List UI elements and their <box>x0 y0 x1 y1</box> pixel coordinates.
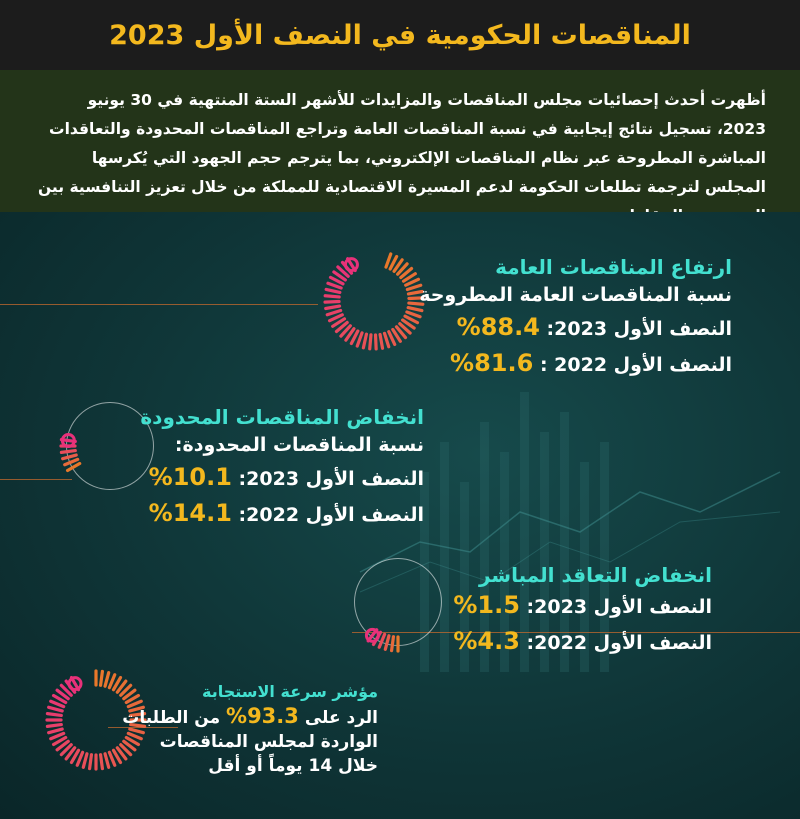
ring-tick <box>325 296 339 297</box>
ring-tick <box>83 754 87 768</box>
response-line-3: خلال 14 يوماً أو أقل <box>208 756 378 776</box>
limited-tenders-subtitle: نسبة المناقصات المحدودة: <box>174 434 424 456</box>
intro-text: أظهرت أحدث إحصائيات مجلس المناقصات والمزايدات للأشهر الستة المنتهية في 30 يونيو 2023، تسجيل نتائج إيجابية في نسبة المناقصات العامة وتراجع المناقصات المحدودة والتعاقدات المباشرة المطروحة عبر نظام المناقصات الإلكتروني، بما يترجم حجم الجهود التي يُكرسها المجلس لترجمة تطلعات الحكومة لدعم المسيرة الاقتصادية للمملكة من خلال تعزيز التنافسية بين <box>37 91 766 196</box>
public-tenders-title: ارتفاع المناقصات العامة <box>495 255 732 279</box>
header <box>0 0 800 70</box>
public-tenders-subtitle: نسبة المناقصات العامة المطروحة <box>419 284 732 306</box>
ring-tick <box>47 714 61 716</box>
stat-label: النصف الأول 2022 : <box>539 354 732 376</box>
ring-tick <box>47 725 61 727</box>
ring-tick <box>90 755 92 769</box>
response-text: الرد على <box>304 708 378 728</box>
direct-2022-row <box>453 624 712 660</box>
stat-value: 10.1% <box>148 463 232 491</box>
intro-panel <box>0 70 800 212</box>
ring-tick <box>385 636 389 650</box>
ring-public-chart <box>314 240 434 360</box>
ring-tick <box>49 729 63 733</box>
ring-tick <box>105 673 109 687</box>
ring-tick <box>376 335 377 349</box>
ring-tick <box>61 451 75 453</box>
response-line-2: الواردة لمجلس المناقصات <box>159 732 378 752</box>
public-tenders-section <box>419 254 732 382</box>
response-line-1 <box>122 704 378 730</box>
stat-label: النصف الأول 2022: <box>238 504 424 526</box>
divider-line <box>0 304 318 305</box>
ring-tick <box>386 254 391 267</box>
ring-tick <box>407 312 420 317</box>
stat-value: 4.3% <box>453 627 520 655</box>
limited-tenders-section <box>140 404 424 532</box>
stat-value: 1.5% <box>453 591 520 619</box>
stat-label: النصف الأول 2023: <box>526 596 712 618</box>
ring-tick <box>363 334 366 348</box>
stat-label: النصف الأول 2023: <box>546 318 732 340</box>
ring-tick <box>357 333 362 346</box>
ring-tick <box>370 335 371 349</box>
limited-2023-row <box>140 460 424 496</box>
direct-contracting-section <box>453 562 712 660</box>
ring-tick <box>380 334 382 348</box>
ring-tick <box>63 455 77 459</box>
limited-tenders-title: انخفاض المناقصات المحدودة <box>140 405 424 429</box>
ring-tick <box>105 754 109 768</box>
ring-tick <box>49 707 63 711</box>
page-title: المناقصات الحكومية في النصف الأول 2023 <box>109 19 691 51</box>
stat-label: النصف الأول 2023: <box>238 468 424 490</box>
ring-tick <box>385 333 389 346</box>
public-2022-row <box>419 346 732 382</box>
response-speed-section <box>122 680 378 778</box>
public-2023-row <box>419 310 732 346</box>
main-panel <box>0 212 800 819</box>
ring-tick <box>101 755 103 769</box>
response-text: من الطلبات <box>122 708 221 728</box>
limited-2022-row <box>140 496 424 532</box>
ring-tick <box>326 289 340 292</box>
ring-tick <box>328 283 341 288</box>
ring-tick <box>392 637 394 651</box>
ring-tick <box>101 671 103 685</box>
stat-value: 14.1% <box>148 499 232 527</box>
stat-value: 88.4% <box>456 313 540 341</box>
response-value: 93.3% <box>226 704 299 728</box>
direct-2023-row <box>453 588 712 624</box>
ring-direct-chart <box>338 542 458 662</box>
stat-label: النصف الأول 2022: <box>526 632 712 654</box>
direct-contracting-title: انخفاض التعاقد المباشر <box>478 563 712 587</box>
response-speed-title: مؤشر سرعة الاستجابة <box>202 682 378 701</box>
stat-value: 81.6% <box>450 349 534 377</box>
ring-tick <box>326 306 340 308</box>
ring-tick <box>327 311 340 315</box>
ring-tick <box>325 302 339 303</box>
